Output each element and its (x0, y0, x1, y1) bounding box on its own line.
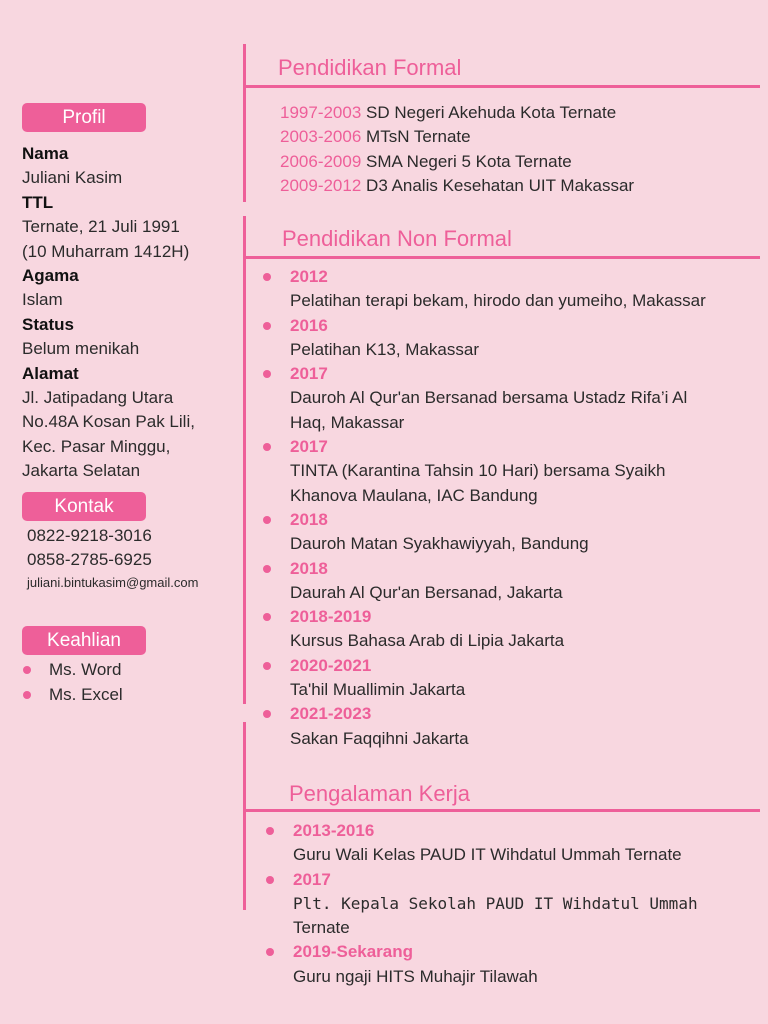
field-nama-label: Nama (22, 144, 69, 163)
nonformal-item (262, 314, 758, 363)
email-address: juliani.bintukasim@gmail.com (27, 575, 199, 590)
field-alamat-label: Alamat (22, 363, 79, 383)
nonformal-year: 2018 (290, 509, 328, 529)
formal-desc: SD Negeri Akehuda Kota Ternate (366, 103, 617, 122)
skill-item (22, 657, 123, 682)
nonformal-desc: Kursus Bahasa Arab di Lipia Jakarta (290, 631, 565, 651)
bullet-icon (263, 370, 271, 378)
formal-item (280, 150, 634, 174)
formal-year: 1997-2003 (280, 103, 362, 122)
nonformal-item (262, 557, 758, 606)
nonformal-desc: Dauroh Al Qur'an Bersanad bersama Ustadz Rifa’i Al Haq, Makassar (290, 388, 688, 432)
kerja-item (265, 819, 755, 868)
skill-item (22, 682, 123, 707)
bullet-icon (263, 565, 271, 573)
kerja-year: 2017 (293, 869, 331, 889)
phone-2: 0858-2785-6925 (27, 550, 152, 569)
nonformal-year: 2012 (290, 267, 328, 286)
kerja-year: 2019-Sekarang (293, 942, 414, 962)
nonformal-desc: Dauroh Matan Syakhawiyyah, Bandung (290, 534, 589, 554)
formal-year: 2009-2012 (280, 175, 362, 195)
skill-label: Ms. Word (49, 660, 122, 679)
nonformal-desc: Daurah Al Qur'an Bersanad, Jakarta (290, 582, 563, 602)
nonformal-item (262, 654, 758, 703)
nonformal-list (262, 265, 758, 751)
formal-item (280, 101, 634, 125)
formal-list (280, 101, 634, 198)
nonformal-item (262, 362, 758, 435)
skill-label: Ms. Excel (49, 685, 123, 704)
kerja-desc-continued: Ternate (293, 918, 350, 938)
kerja-desc: Guru Wali Kelas PAUD IT Wihdatul Ummah Ternate (293, 845, 682, 865)
formal-title: Pendidikan Formal (278, 55, 462, 80)
nonformal-item (262, 702, 758, 751)
bullet-icon (23, 666, 31, 674)
formal-desc: SMA Negeri 5 Kota Ternate (366, 151, 572, 171)
field-ttl-value: Ternate, 21 Juli 1991 (10 Muharram 1412H) (22, 217, 190, 261)
nonformal-title: Pendidikan Non Formal (282, 226, 512, 251)
nonformal-underline (246, 256, 760, 259)
field-status-label: Status (22, 314, 74, 334)
formal-vertical-line (243, 44, 246, 202)
field-ttl-label: TTL (22, 192, 54, 212)
nonformal-item (262, 265, 758, 314)
nonformal-item (262, 605, 758, 654)
nonformal-vertical-line (243, 216, 246, 704)
field-status-value: Belum menikah (22, 339, 140, 359)
bullet-icon (263, 273, 271, 281)
nonformal-year: 2016 (290, 315, 328, 335)
bullet-icon (266, 948, 274, 956)
phone-1: 0822-9218-3016 (27, 526, 152, 545)
bullet-icon (263, 322, 271, 330)
keahlian-heading: Keahlian (22, 626, 146, 655)
bullet-icon (263, 710, 271, 718)
nonformal-year: 2017 (290, 364, 328, 384)
kerja-title: Pengalaman Kerja (289, 781, 471, 806)
field-alamat-value: Jl. Jatipadang Utara No.48A Kosan Pak Lili, Kec. Pasar Minggu, Jakarta Selatan (22, 388, 195, 481)
nonformal-year: 2020-2021 (290, 655, 372, 675)
nonformal-item (262, 508, 758, 557)
field-nama-value: Juliani Kasim (22, 168, 123, 188)
formal-item (280, 125, 634, 149)
skills-list (22, 657, 123, 707)
kerja-item (265, 868, 755, 941)
kerja-list (265, 819, 755, 989)
nonformal-desc: Sakan Faqqihni Jakarta (290, 728, 469, 748)
nonformal-item (262, 435, 758, 508)
field-agama-value: Islam (22, 290, 63, 310)
bullet-icon (23, 691, 31, 699)
nonformal-desc: Pelatihan terapi bekam, hirodo dan yumeiho, Makassar (290, 291, 706, 311)
kerja-item (265, 940, 755, 989)
kerja-desc: Guru ngaji HITS Muhajir Tilawah (293, 966, 538, 986)
bullet-icon (263, 516, 271, 524)
nonformal-desc: Pelatihan K13, Makassar (290, 339, 479, 359)
nonformal-year: 2018 (290, 558, 328, 578)
formal-item (280, 174, 634, 198)
nonformal-year: 2021-2023 (290, 704, 372, 724)
profil-heading: Profil (22, 103, 146, 132)
kerja-desc: Plt. Kepala Sekolah PAUD IT Wihdatul Ummah (293, 893, 698, 913)
bullet-icon (266, 827, 274, 835)
formal-year: 2003-2006 (280, 127, 362, 147)
nonformal-desc: TINTA (Karantina Tahsin 10 Hari) bersama Syaikh Khanova Maulana, IAC Bandung (290, 461, 666, 505)
nonformal-desc: Ta'hil Muallimin Jakarta (290, 680, 466, 700)
kerja-year: 2013-2016 (293, 821, 375, 840)
kerja-vertical-line (243, 722, 246, 910)
nonformal-year: 2018-2019 (290, 607, 372, 627)
bullet-icon (266, 876, 274, 884)
formal-desc: MTsN Ternate (366, 127, 471, 147)
formal-underline (246, 85, 760, 88)
bullet-icon (263, 613, 271, 621)
kerja-underline (246, 809, 760, 812)
bullet-icon (263, 443, 271, 451)
bullet-icon (263, 662, 271, 670)
field-agama-label: Agama (22, 266, 79, 286)
formal-desc: D3 Analis Kesehatan UIT Makassar (366, 175, 635, 195)
nonformal-year: 2017 (290, 437, 328, 457)
kontak-heading: Kontak (22, 492, 146, 521)
formal-year: 2006-2009 (280, 151, 362, 171)
profile-fields (22, 142, 237, 484)
